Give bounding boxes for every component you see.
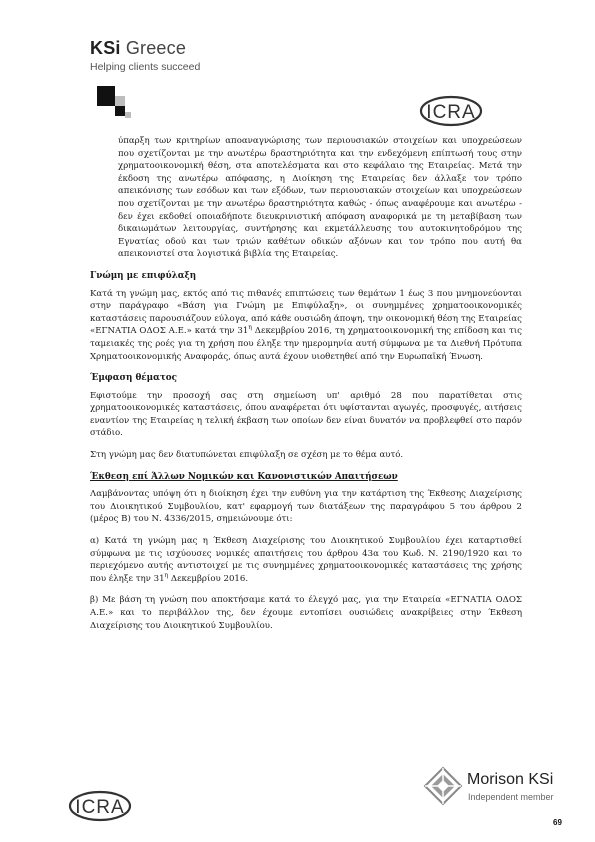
paragraph-point-a: α) Κατά τη γνώμη μας η Έκθεση Διαχείρισης του Διοικητικού Συμβουλίου έχει καταρτισθεί σύμφωνα με τις ισχύουσες νομικές απαιτήσεις του άρθρου 43α του Κωδ. Ν. 2190/1920 και το περιεχόμενο αυτής αντιστοιχεί με τις συνημμένες χρηματοοικονομικές καταστάσεις της χρήσης που έληξε την $31^\eta$ Δεκεμβρίου 2016.	[90, 536, 522, 584]
heading-emphasis: Έμφαση θέματος	[90, 373, 178, 384]
report-body	[90, 135, 522, 641]
brand-tagline: Helping clients succeed	[90, 61, 201, 73]
brand-title	[90, 38, 200, 58]
morison-subtitle: Independent member	[468, 792, 554, 802]
ksi-brand	[90, 38, 200, 73]
icra-logo-bottom	[67, 788, 133, 824]
morison-name: Morison KSi	[467, 771, 554, 788]
icra-logo-top	[418, 93, 484, 129]
paragraph-not-qualified: Στη γνώμη μας δεν διατυπώνεται επιφύλαξη σε σχέση με το θέμα αυτό.	[90, 450, 404, 461]
paragraph-qualified-opinion: Κατά τη γνώμη μας, εκτός από τις πιθανές επιπτώσεις των θεμάτων 1 έως 3 που μνημονεύονται στην παράγραφο «Βάση για Γνώμη με Επιφύλαξη», οι συνημμένες χρηματοοικονομικές καταστάσεις παρουσιάζουν εύλογα, από κάθε ουσιώδη άποψη, την οικονομική θέση της Εταιρείας «ΕΓΝΑΤΙΑ ΟΔΟΣ Α.Ε.» κατά την $31^\eta$ Δεκεμβρίου 2016, τη χρηματοοικονομική της επίδοση και τις ταμειακές της ροές για τη χρήση που έληξε την ημερομηνία αυτή σύμφωνα με τα Διεθνή Πρότυπα Χρηματοοικονομικής Αναφοράς, όπως αυτά έχουν υιοθετηθεί από την Ευρωπαϊκή Ένωση.	[90, 288, 522, 362]
morison-diamond-icon	[423, 766, 463, 812]
paragraph-emphasis: Εφιστούμε την προσοχή σας στη σημείωση υπ' αριθμό 28 που παρατίθεται στις χρηματοοικονομικές καταστάσεις, όπου αναφέρεται ότι υφίστανται αγωγές, προσφυγές, αιτήσεις εναντίον της Εταιρείας η τελική έκβαση των οποίων δεν είναι δυνατόν να προβλεφθεί στο παρόν στάδιο.	[90, 390, 522, 439]
heading-other-legal-requirements: Έκθεση επί Άλλων Νομικών και Κανονιστικών Απαιτήσεων	[90, 471, 398, 482]
paragraph-basis-continued: ύπαρξη των κριτηρίων αποαναγνώρισης των περιουσιακών στοιχείων και υποχρεώσεων που σχετίζονται με την ανωτέρω δραστηριότητα και την ενδεχόμενη επίπτωσή τους στην χρηματοοικονομική θέση, στα αποτελέσματα και στο κεφάλαιο της Εταιρείας. Μετά την έκδοση της ανωτέρω απόφασης, η Διοίκηση της Εταιρείας δεν άλλαξε τον τρόπο απεικόνισης των εσόδων και των εξόδων, των περιουσιακών στοιχείων και υποχρεώσεων που σχετίζονται με την ανωτέρω δραστηριότητα καθώς - όπως αναφέρουμε και ανωτέρω - δεν έχει εκδοθεί οποιαδήποτε διευκρινιστική απόφαση αναφορικά με τη μεταβίβαση των δικαιωμάτων λειτουργίας, συντήρησης και εκμετάλλευσης του αυτοκινητοδρόμου της Εγνατίας οδού και των τριών καθέτων οδικών αξόνων και τον τρόπο που αυτή θα απεικονιστεί στα λογιστικά βιβλία της Εταιρείας.	[118, 136, 522, 260]
icra-logo-text: ICRA	[75, 797, 125, 818]
page-number: 69	[553, 818, 562, 827]
paragraph-point-b: β) Με βάση τη γνώση που αποκτήσαμε κατά το έλεγχό μας, για την Εταιρεία «ΕΓΝΑΤΙΑ ΟΔΟΣ Α.Ε.» και το περιβάλλον της, δεν έχουμε εντοπίσει ουσιώδεις ανακρίβειες στην Έκθεση Διαχείρισης του Διοικητικού Συμβουλίου.	[90, 595, 522, 631]
heading-qualified-opinion: Γνώμη με επιφύλαξη	[90, 270, 197, 281]
brand-ksi: KSi	[90, 38, 121, 58]
brand-country: Greece	[125, 38, 187, 58]
morison-ksi-logo	[423, 766, 555, 812]
ksi-blocks-logo	[97, 86, 137, 120]
icra-logo-text: ICRA	[426, 102, 476, 123]
paragraph-management-report-intro: Λαμβάνοντας υπόψη ότι η διοίκηση έχει την ευθύνη για την κατάρτιση της Έκθεσης Διαχείρισης του Διοικητικού Συμβουλίου, κατ' εφαρμογή των διατάξεων της παραγράφου 5 του άρθρου 2 (μέρος Β) του Ν. 4336/2015, σημειώνουμε ότι:	[90, 489, 522, 525]
